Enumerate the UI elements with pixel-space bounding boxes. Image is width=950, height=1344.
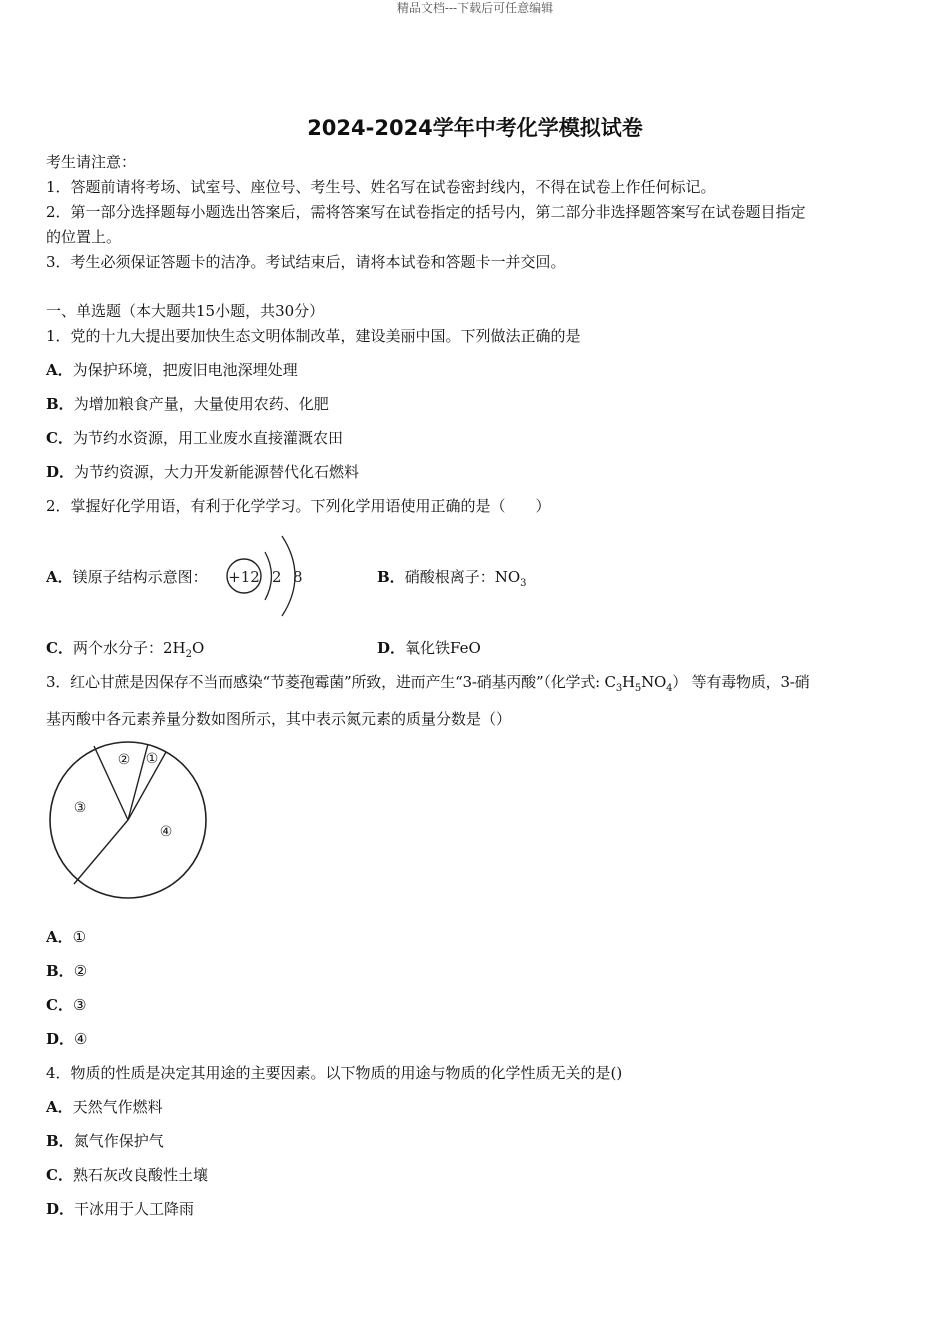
q1-option-b-text: 为增加粮食产量，大量使用农药、化肥 xyxy=(73,395,329,413)
q3-option-d-text: ④ xyxy=(74,1030,88,1048)
notice-item-1: 1．答题前请将考场、试室号、座位号、考生号、姓名写在试卷密封线内，不得在试卷上作任何标记。 xyxy=(46,178,716,196)
q4-option-b-letter: B． xyxy=(46,1132,74,1150)
q2-option-b-letter: B． xyxy=(377,568,405,586)
q3-option-a-letter: A． xyxy=(46,928,73,946)
q3-option-a xyxy=(46,927,86,947)
q4-option-a-text: 天然气作燃料 xyxy=(72,1098,163,1116)
shell-arc-1 xyxy=(265,552,272,600)
q1-stem: 1．党的十九大提出要加快生态文明体制改革，建设美丽中国。下列做法正确的是 xyxy=(46,327,581,345)
section-heading: 一、单选题（本大题共15小题，共30分） xyxy=(46,302,325,320)
q4-option-b-text: 氮气作保护气 xyxy=(73,1132,164,1150)
q4-stem: 4．物质的性质是决定其用途的主要因素。以下物质的用途与物质的化学性质无关的是() xyxy=(46,1064,623,1082)
pie-label-4: ④ xyxy=(159,824,173,840)
q3-option-d-letter: D． xyxy=(46,1030,75,1048)
q4-option-d xyxy=(46,1199,194,1219)
q2-option-c-text: 两个水分子：2H xyxy=(72,639,186,657)
q4-option-c-text: 熟石灰改良酸性土壤 xyxy=(72,1166,208,1184)
q4-option-d-text: 干冰用于人工降雨 xyxy=(74,1200,195,1218)
q3-option-b xyxy=(46,961,87,981)
q2-option-c-sub: 2 xyxy=(185,649,192,660)
page-title: 2024-2024学年中考化学模拟试卷 xyxy=(307,116,643,140)
q3-stem-tail: ） 等有毒物质，3-硝 xyxy=(672,673,810,691)
q1-option-c-text: 为节约水资源，用工业废水直接灌溉农田 xyxy=(72,429,343,447)
notice-heading: 考生请注意： xyxy=(46,153,137,171)
q3-stem-line-2: 基丙酸中各元素养量分数如图所示，其中表示氮元素的质量分数是（） xyxy=(46,710,512,728)
q3-option-b-letter: B． xyxy=(46,962,74,980)
q2-option-a-letter: A． xyxy=(46,568,73,586)
notice-item-3: 3．考生必须保证答题卡的洁净。考试结束后，请将本试卷和答题卡一并交回。 xyxy=(46,253,566,271)
q3-option-c-letter: C． xyxy=(46,996,73,1014)
q3-option-c xyxy=(46,995,86,1015)
formula-h: H xyxy=(622,673,635,691)
q4-option-a xyxy=(46,1097,163,1117)
element-mass-fraction-pie xyxy=(44,738,212,902)
q1-option-c-letter: C． xyxy=(46,429,73,447)
pie-label-3: ③ xyxy=(73,800,87,816)
formula-no: NO xyxy=(641,673,667,691)
formula-c-count: 3 xyxy=(615,683,623,694)
q4-option-d-letter: D． xyxy=(46,1200,75,1218)
q3-stem-text: 3．红心甘蔗是因保存不当而感染“节菱孢霉菌”所致，进而产生“3-硝基丙酸”（化学式: C xyxy=(46,673,616,691)
pie-label-2: ② xyxy=(117,752,131,768)
q1-option-a-text: 为保护环境，把废旧电池深埋处理 xyxy=(72,361,298,379)
formula-o-count: 4 xyxy=(666,683,673,694)
q2-stem: 2．掌握好化学用语，有利于化学学习。下列化学用语使用正确的是（ ） xyxy=(46,497,551,515)
q1-option-a xyxy=(46,360,298,380)
q1-option-d-text: 为节约资源，大力开发新能源替代化石燃料 xyxy=(74,463,360,481)
q4-option-b xyxy=(46,1131,164,1151)
q2-option-a xyxy=(46,567,208,587)
q2-option-c-letter: C． xyxy=(46,639,73,657)
q3-stem-line-1 xyxy=(46,672,809,699)
q1-option-b-letter: B． xyxy=(46,395,74,413)
formula-h-count: 5 xyxy=(634,683,642,694)
q4-option-c-letter: C． xyxy=(46,1166,73,1184)
q2-option-b-sub: 3 xyxy=(520,578,527,589)
q3-option-d xyxy=(46,1029,87,1049)
q2-option-b-text: 硝酸根离子：NO xyxy=(404,568,521,586)
q2-option-c-tail: O xyxy=(191,639,205,657)
notice-item-2: 2．第一部分选择题每小题选出答案后，需将答案写在试卷指定的括号内，第二部分非选择题答案写在试卷题目指定 xyxy=(46,203,806,221)
shell-1-electrons: 2 xyxy=(272,568,282,586)
q3-option-c-text: ③ xyxy=(72,996,87,1014)
q2-option-a-text: 镁原子结构示意图： xyxy=(72,568,208,586)
q1-option-a-letter: A． xyxy=(46,361,73,379)
q4-option-a-letter: A． xyxy=(46,1098,73,1116)
q3-option-b-text: ② xyxy=(73,962,88,980)
magnesium-atom-diagram xyxy=(224,532,314,620)
q3-option-a-text: ① xyxy=(72,928,87,946)
q2-option-d xyxy=(377,638,481,658)
q1-option-d xyxy=(46,462,359,482)
pie-divider-4 xyxy=(74,820,128,884)
q2-option-c xyxy=(46,638,204,665)
header-note: 精品文档---下载后可任意编辑 xyxy=(396,1,554,15)
q2-option-d-text: 氧化铁FeO xyxy=(405,639,481,657)
q2-option-b xyxy=(377,567,527,594)
pie-label-1: ① xyxy=(145,751,159,767)
nucleus-charge: +12 xyxy=(228,568,260,586)
q2-option-d-letter: D． xyxy=(377,639,406,657)
q1-option-b xyxy=(46,394,329,414)
shell-2-electrons: 8 xyxy=(293,568,303,586)
q1-option-d-letter: D． xyxy=(46,463,75,481)
q4-option-c xyxy=(46,1165,208,1185)
notice-item-2-cont: 的位置上。 xyxy=(46,228,122,246)
q1-option-c xyxy=(46,428,343,448)
